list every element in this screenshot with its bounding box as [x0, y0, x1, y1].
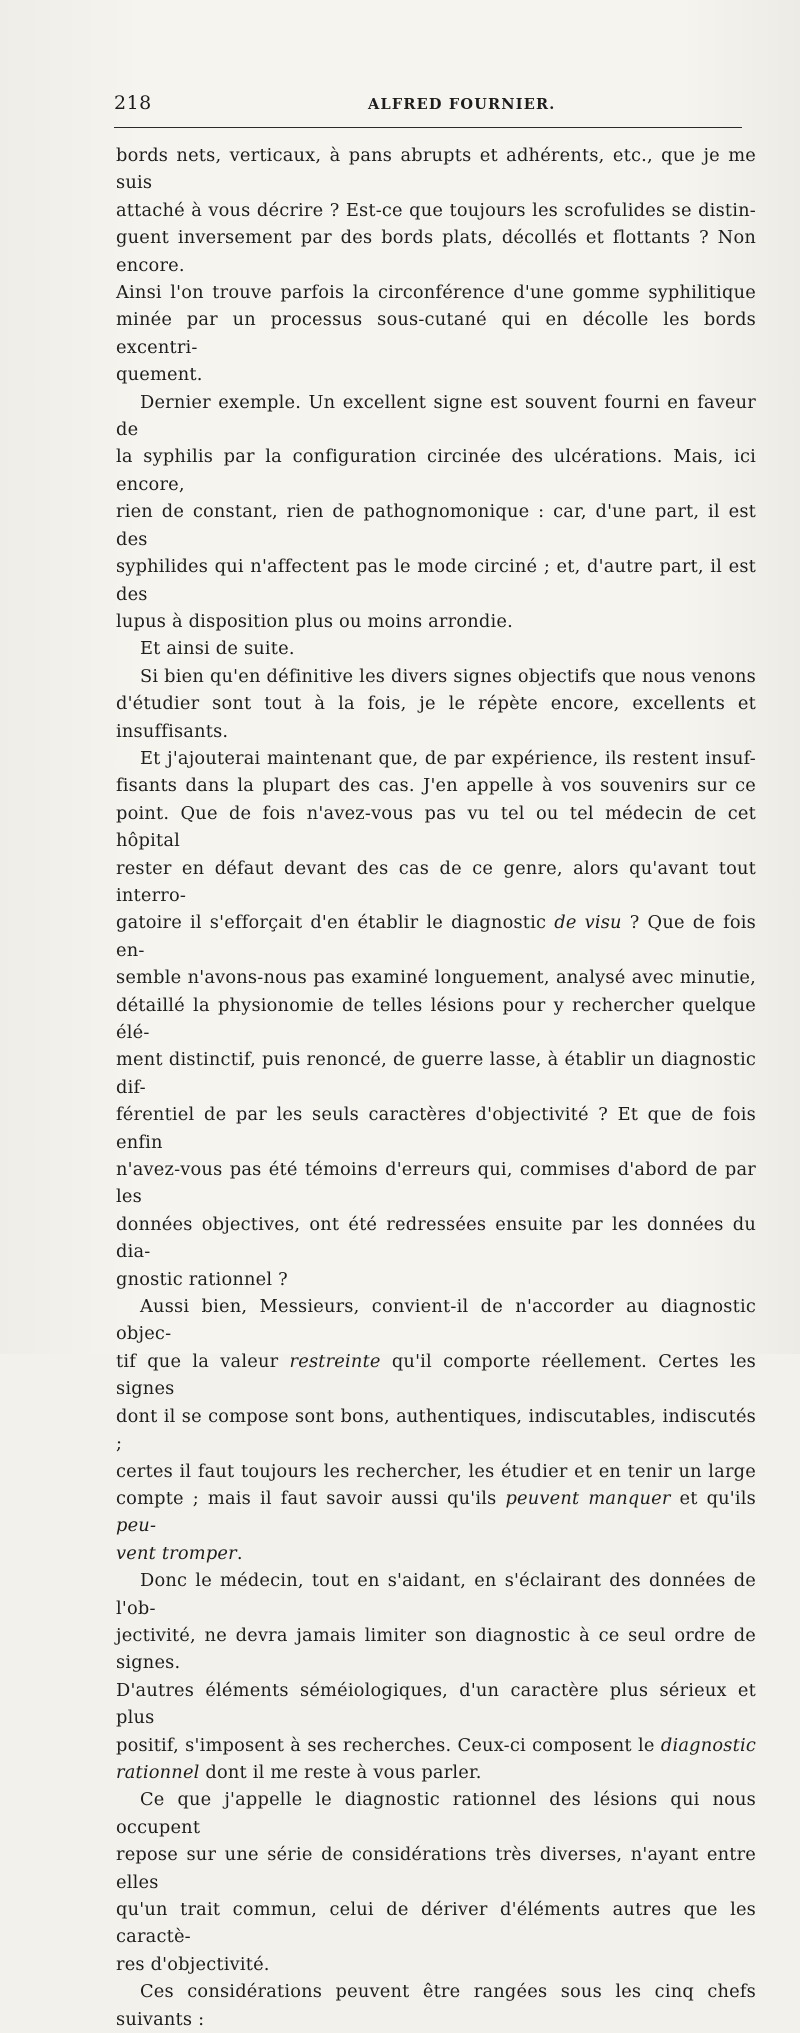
text-line: vent tromper.	[116, 1542, 243, 1564]
paragraph	[116, 745, 756, 1293]
page-number: 218	[114, 92, 152, 114]
page-header	[114, 92, 742, 116]
text-line: Dernier exemple. Un excellent signe est souvent fourni en faveur de	[116, 391, 756, 441]
text-line: repose sur une série de considérations très diverses, n'ayant entre elles	[116, 1844, 756, 1893]
paragraph	[116, 1786, 756, 1978]
text-line: guent inversement par des bords plats, décollés et flottants ? Non encore.	[116, 227, 756, 276]
text-line: lupus à disposition plus ou moins arrondie.	[116, 610, 513, 632]
text-line: rien de constant, rien de pathognomonique : car, d'une part, il est des	[116, 501, 756, 550]
text-line: qu'un trait commun, celui de dériver d'éléments autres que les caractè-	[116, 1899, 756, 1948]
text-line: la syphilis par la configuration circinée des ulcérations. Mais, ici encore,	[116, 446, 756, 495]
paragraph	[116, 389, 756, 636]
text-line: Aussi bien, Messieurs, convient-il de n'accorder au diagnostic objec-	[116, 1296, 756, 1345]
text-line: Et ainsi de suite.	[140, 638, 295, 660]
paragraph	[116, 142, 756, 389]
text-line: d'étudier sont tout à la fois, je le répète encore, excellents et insuffisants.	[116, 693, 756, 742]
text-line: n'avez-vous pas été témoins d'erreurs qui, commises d'abord de par les	[116, 1159, 756, 1208]
text-line: données objectives, ont été redressées ensuite par les données du dia-	[116, 1213, 756, 1263]
text-line: détaillé la physionomie de telles lésions pour y rechercher quelque élé-	[116, 994, 756, 1043]
text-line: certes il faut toujours les rechercher, les étudier et en tenir un large	[116, 1460, 756, 1482]
text-line: dont il se compose sont bons, authentiques, indiscutables, indiscutés ;	[116, 1405, 756, 1455]
text-line: attaché à vous décrire ? Est-ce que toujours les scrofulides se distin-	[116, 199, 756, 221]
header-rule	[114, 127, 742, 128]
text-line: syphilides qui n'affectent pas le mode circiné ; et, d'autre part, il est des	[116, 556, 756, 605]
text-line: fisants dans la plupart des cas. J'en appelle à vos souvenirs sur ce	[116, 775, 756, 797]
paragraph	[116, 1293, 756, 1567]
paragraph	[116, 1567, 756, 1786]
text-line: Si bien qu'en définitive les divers signes objectifs que nous venons	[140, 665, 756, 687]
text-line: Ainsi l'on trouve parfois la circonférence d'une gomme syphilitique	[116, 282, 756, 304]
paragraph	[116, 663, 756, 745]
text-line: Ce que j'appelle le diagnostic rationnel des lésions qui nous occupent	[116, 1789, 756, 1838]
text-line: tif que la valeur restreinte qu'il comporte réellement. Certes les signes	[116, 1350, 756, 1400]
text-line: compte ; mais il faut savoir aussi qu'ils peuvent manquer et qu'ils peu-	[116, 1487, 756, 1537]
text-line: point. Que de fois n'avez-vous pas vu tel ou tel médecin de cet hôpital	[116, 802, 756, 852]
text-line: rationnel dont il me reste à vous parler.	[116, 1761, 482, 1783]
text-line: Ces considérations peuvent être rangées sous les cinq chefs suivants :	[116, 1981, 756, 2030]
text-line: quement.	[116, 364, 203, 386]
body-text	[116, 142, 756, 2033]
text-line: Et j'ajouterai maintenant que, de par expérience, ils restent insuf-	[140, 747, 756, 769]
text-line: minée par un processus sous-cutané qui en décolle les bords excentri-	[116, 309, 756, 358]
text-line: res d'objectivité.	[116, 1953, 270, 1975]
text-line: positif, s'imposent à ses recherches. Ceux-ci composent le diagnostic	[116, 1734, 756, 1756]
text-line: rester en défaut devant des cas de ce genre, alors qu'avant tout interro-	[116, 857, 756, 906]
text-line: bords nets, verticaux, à pans abrupts et adhérents, etc., que je me suis	[116, 145, 756, 194]
text-line: jectivité, ne devra jamais limiter son diagnostic à ce seul ordre de signes.	[116, 1624, 756, 1674]
text-line: Donc le médecin, tout en s'aidant, en s'éclairant des données de l'ob-	[116, 1570, 756, 1619]
paragraph	[116, 635, 756, 662]
text-line: semble n'avons-nous pas examiné longuement, analysé avec minutie,	[116, 967, 756, 989]
text-line: ment distinctif, puis renoncé, de guerre lasse, à établir un diagnostic dif-	[116, 1049, 756, 1098]
paragraph	[116, 1978, 756, 2033]
text-line: férentiel de par les seuls caractères d'objectivité ? Et que de fois enfin	[116, 1104, 756, 1153]
text-line: gatoire il s'efforçait d'en établir le diagnostic de visu ? Que de fois en-	[116, 912, 756, 961]
text-line: D'autres éléments séméiologiques, d'un caractère plus sérieux et plus	[116, 1679, 756, 1729]
running-title: ALFRED FOURNIER.	[368, 96, 556, 113]
text-line: gnostic rationnel ?	[116, 1268, 288, 1290]
